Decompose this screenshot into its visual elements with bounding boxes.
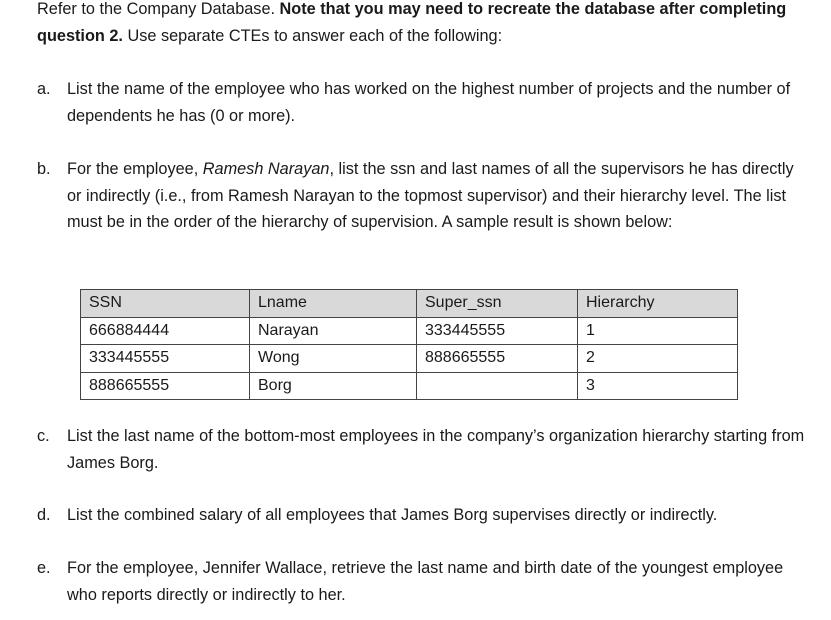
column-header-ssn: SSN <box>81 290 250 318</box>
intro-text-1: Refer to the Company Database. <box>37 0 280 18</box>
sample-result-table <box>80 289 738 400</box>
cell-hierarchy: 2 <box>578 345 738 373</box>
cell-lname: Narayan <box>250 317 417 345</box>
column-header-lname: Lname <box>250 290 417 318</box>
cell-super-ssn <box>417 372 578 400</box>
question-marker: a. <box>37 80 51 98</box>
table-row <box>81 317 738 345</box>
cell-hierarchy: 3 <box>578 372 738 400</box>
question-text: List the combined salary of all employees that James Borg supervises directly or indirectly. <box>67 506 718 524</box>
cell-super-ssn: 888665555 <box>417 345 578 373</box>
cell-super-ssn: 333445555 <box>417 317 578 345</box>
question-text: List the name of the employee who has worked on the highest number of projects and the number of dependents he has (0 or more). <box>67 80 791 125</box>
intro-bold-note: Note that you may need to recreate the database after completing question 2. <box>37 0 787 45</box>
cell-ssn: 888665555 <box>81 372 250 400</box>
question-text-post: , list the ssn and last names of all the supervisors he has directly or indirectly (i.e., from Ramesh Narayan to the topmost supervisor) and their hierarchy level. The list must be in the order of the hierarchy of supervision. A sample result is shown below: <box>67 160 794 231</box>
cell-ssn: 666884444 <box>81 317 250 345</box>
question-marker: c. <box>37 427 50 445</box>
employee-name-italic: Ramesh Narayan <box>202 160 330 178</box>
table-header-row <box>81 290 738 318</box>
cell-lname: Wong <box>250 345 417 373</box>
question-text: For the employee, Jennifer Wallace, retrieve the last name and birth date of the youngest employee who reports directly or indirectly to her. <box>67 559 784 604</box>
table-row <box>81 345 738 373</box>
cell-hierarchy: 1 <box>578 317 738 345</box>
question-text: List the last name of the bottom-most employees in the company’s organization hierarchy starting from James Borg. <box>67 427 805 472</box>
intro-text-2: Use separate CTEs to answer each of the following: <box>122 26 503 45</box>
cell-lname: Borg <box>250 372 417 400</box>
table-row <box>81 372 738 400</box>
question-marker: d. <box>37 506 51 524</box>
question-marker: e. <box>37 559 51 577</box>
cell-ssn: 333445555 <box>81 345 250 373</box>
question-text <box>67 156 807 236</box>
column-header-super-ssn: Super_ssn <box>417 290 578 318</box>
intro-paragraph <box>37 0 827 49</box>
question-text-pre: For the employee, <box>67 160 203 178</box>
question-marker: b. <box>37 160 51 178</box>
column-header-hierarchy: Hierarchy <box>578 290 738 318</box>
